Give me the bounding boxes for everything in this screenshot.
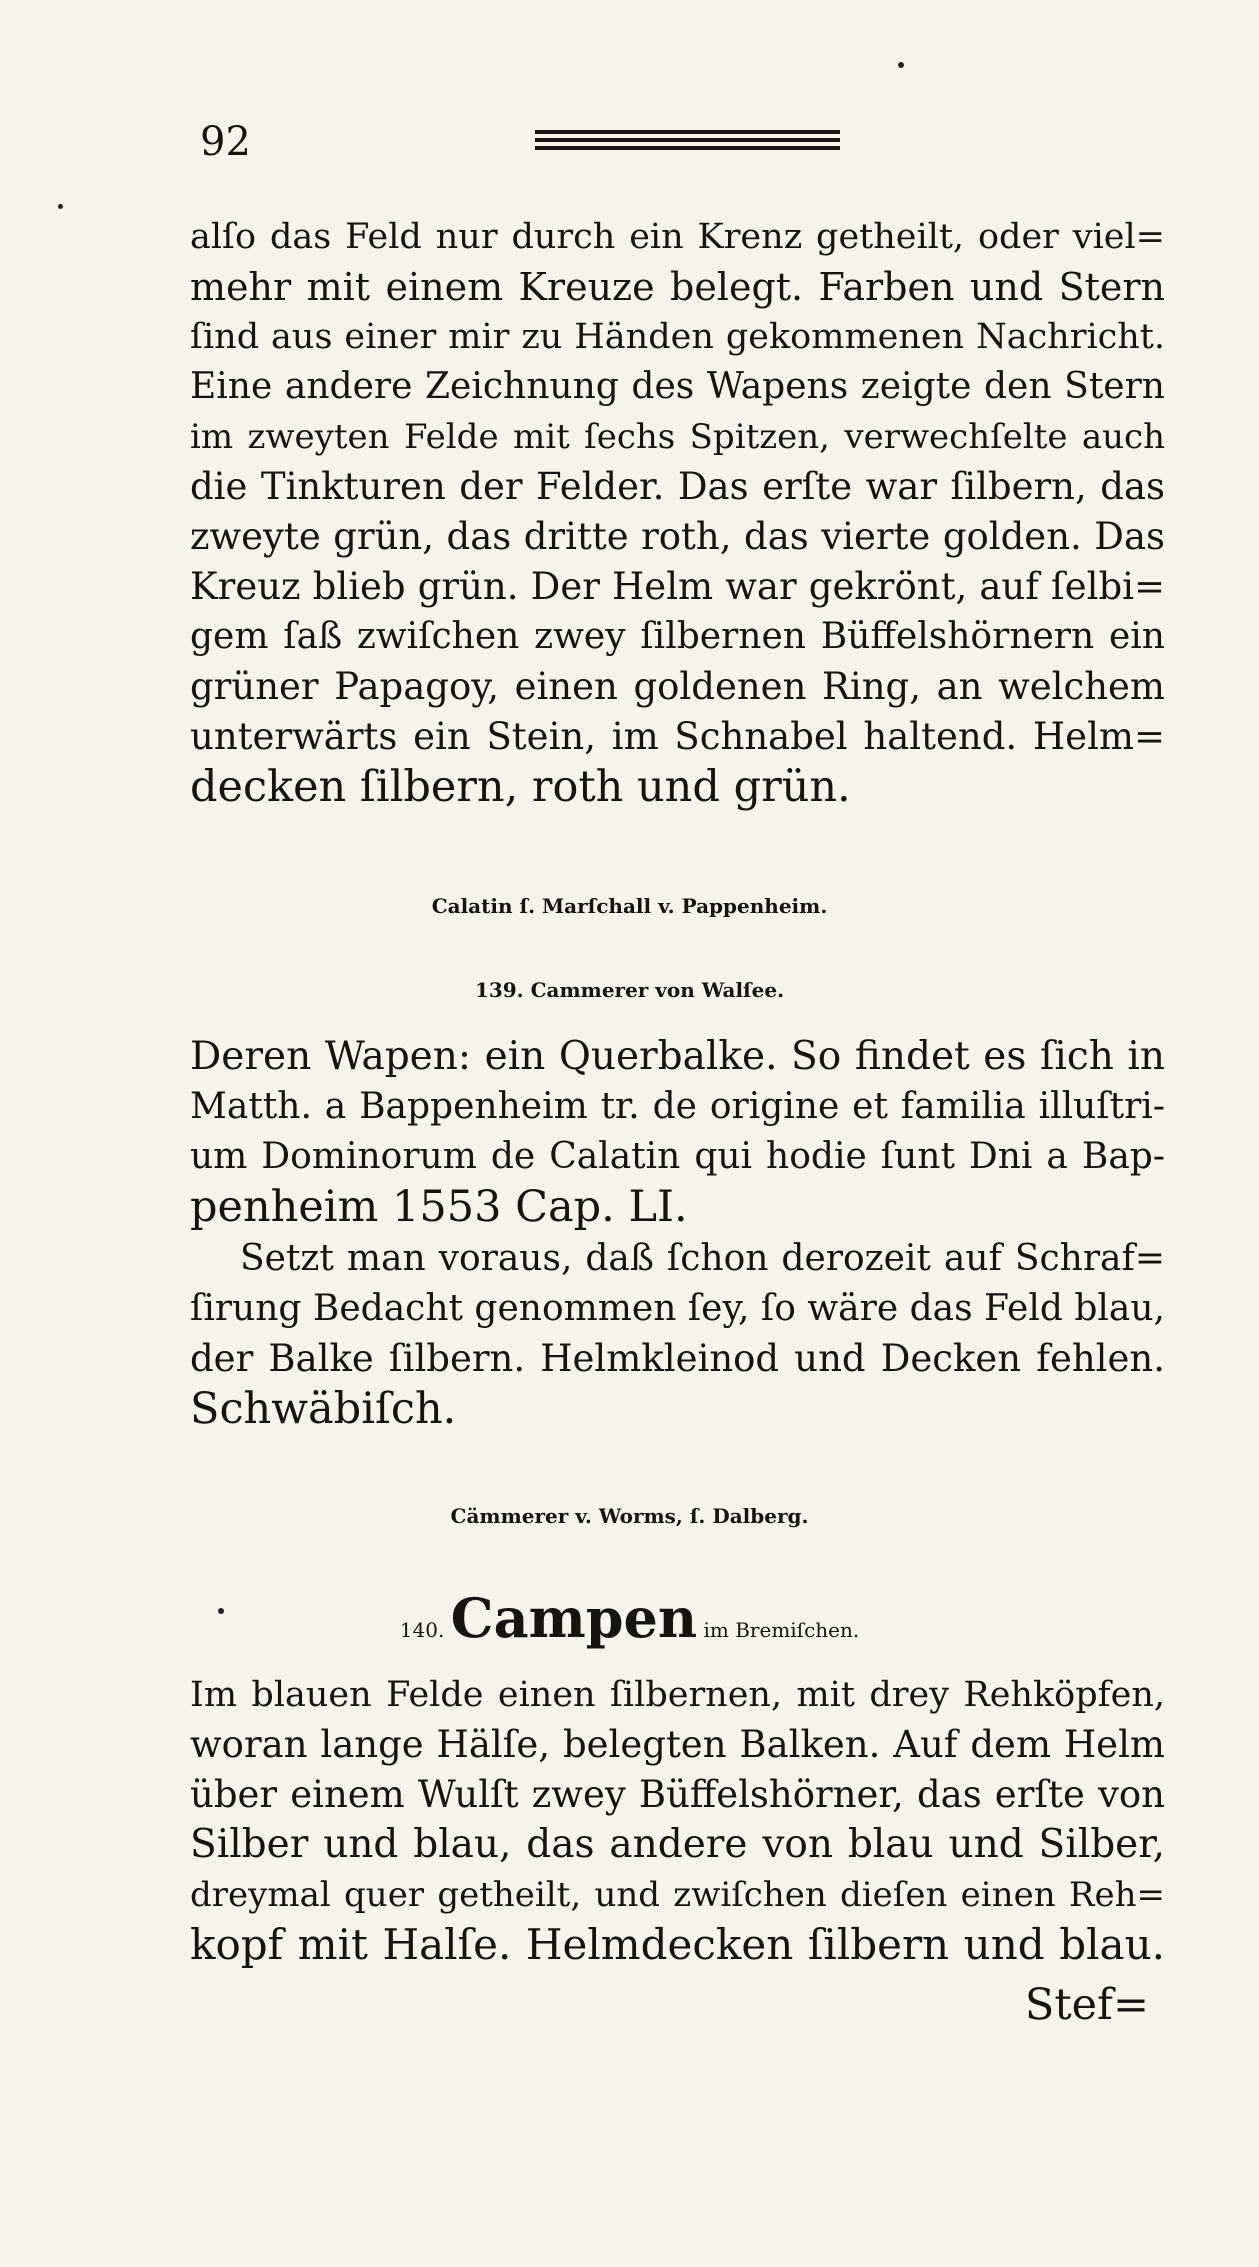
speck-mark [218, 1608, 224, 1614]
text-line: zweyte grün, das dritte roth, das vierte golden. Das [190, 515, 1165, 558]
text-line: Deren Wapen: ein Querbalke. So findet es ſich in [190, 1034, 1165, 1079]
entry-text-139-continued [190, 1234, 1165, 1434]
text-line: ſirung Bedacht genommen ſey, ſo wäre das Feld blau, [190, 1288, 1165, 1329]
speck-mark [58, 204, 63, 209]
entry-place: im Bremiſchen. [703, 1618, 860, 1642]
text-line: mehr mit einem Kreuze belegt. Farben und Stern [190, 265, 1165, 309]
text-line: penheim 1553 Cap. LI. [190, 1182, 688, 1232]
text-line: im zweyten Felde mit ſechs Spitzen, verwechſelte auch [190, 417, 1165, 457]
header-rule [535, 130, 840, 152]
entry-heading-140 [0, 1588, 1259, 1660]
text-line: gem ſaß zwiſchen zwey ſilbernen Büffelshörnern ein [190, 616, 1165, 657]
paragraph-continuation [190, 212, 1165, 812]
text-line: Eine andere Zeichnung des Wapens zeigte den Stern [190, 366, 1165, 407]
text-line: Kreuz blieb grün. Der Helm war gekrönt, auf ſelbi= [190, 565, 1165, 608]
page-number: 92 [200, 119, 251, 165]
text-line: woran lange Hälſe, belegten Balken. Auf dem Helm [190, 1723, 1165, 1766]
text-line: Silber und blau, das andere von blau und Silber, [190, 1822, 1165, 1867]
entry-text-140 [190, 1670, 1165, 1970]
text-line: Schwäbiſch. [190, 1384, 457, 1434]
text-line: alſo das Feld nur durch ein Krenz getheilt, oder viel= [190, 217, 1165, 257]
text-line: Im blauen Felde einen ſilbernen, mit drey Rehköpfen, [190, 1675, 1165, 1715]
text-line: der Balke ſilbern. Helmkleinod und Decken fehlen. [190, 1337, 1165, 1380]
text-line: decken ſilbern, roth und grün. [190, 762, 851, 812]
text-line: unterwärts ein Stein, im Schnabel haltend. Helm= [190, 715, 1165, 758]
speck-mark [898, 62, 904, 68]
section-heading-calatin: Calatin ſ. Marſchall v. Pappenheim. [431, 894, 828, 918]
entry-number: 140. [399, 1618, 445, 1642]
text-line: ſind aus einer mir zu Händen gekommenen Nachricht. [190, 317, 1165, 357]
text-line: über einem Wulſt zwey Büffelshörner, das erſte von [190, 1773, 1165, 1816]
entry-heading-139: 139. Cammerer von Walſee. [474, 978, 785, 1002]
text-line: kopf mit Halſe. Helmdecken ſilbern und blau. [190, 1920, 1165, 1969]
text-line: dreymal quer getheilt, und zwiſchen dieſen einen Reh= [190, 1875, 1165, 1915]
catchword: Stef= [1024, 1980, 1149, 2030]
section-heading-worms: Cämmerer v. Worms, ſ. Dalberg. [450, 1504, 809, 1528]
entry-text-139 [190, 1032, 1165, 1232]
entry-name: Campen [450, 1586, 698, 1650]
text-line: Setzt man voraus, daß ſchon derozeit auf Schraf= [240, 1238, 1165, 1279]
text-line: Matth. a Bappenheim tr. de origine et familia illuſtri- [190, 1086, 1165, 1127]
text-line: grüner Papagoy, einen goldenen Ring, an welchem [190, 665, 1165, 708]
text-line: um Dominorum de Calatin qui hodie ſunt Dni a Bap- [190, 1136, 1165, 1177]
text-line: die Tinkturen der Felder. Das erſte war ſilbern, das [190, 465, 1165, 508]
